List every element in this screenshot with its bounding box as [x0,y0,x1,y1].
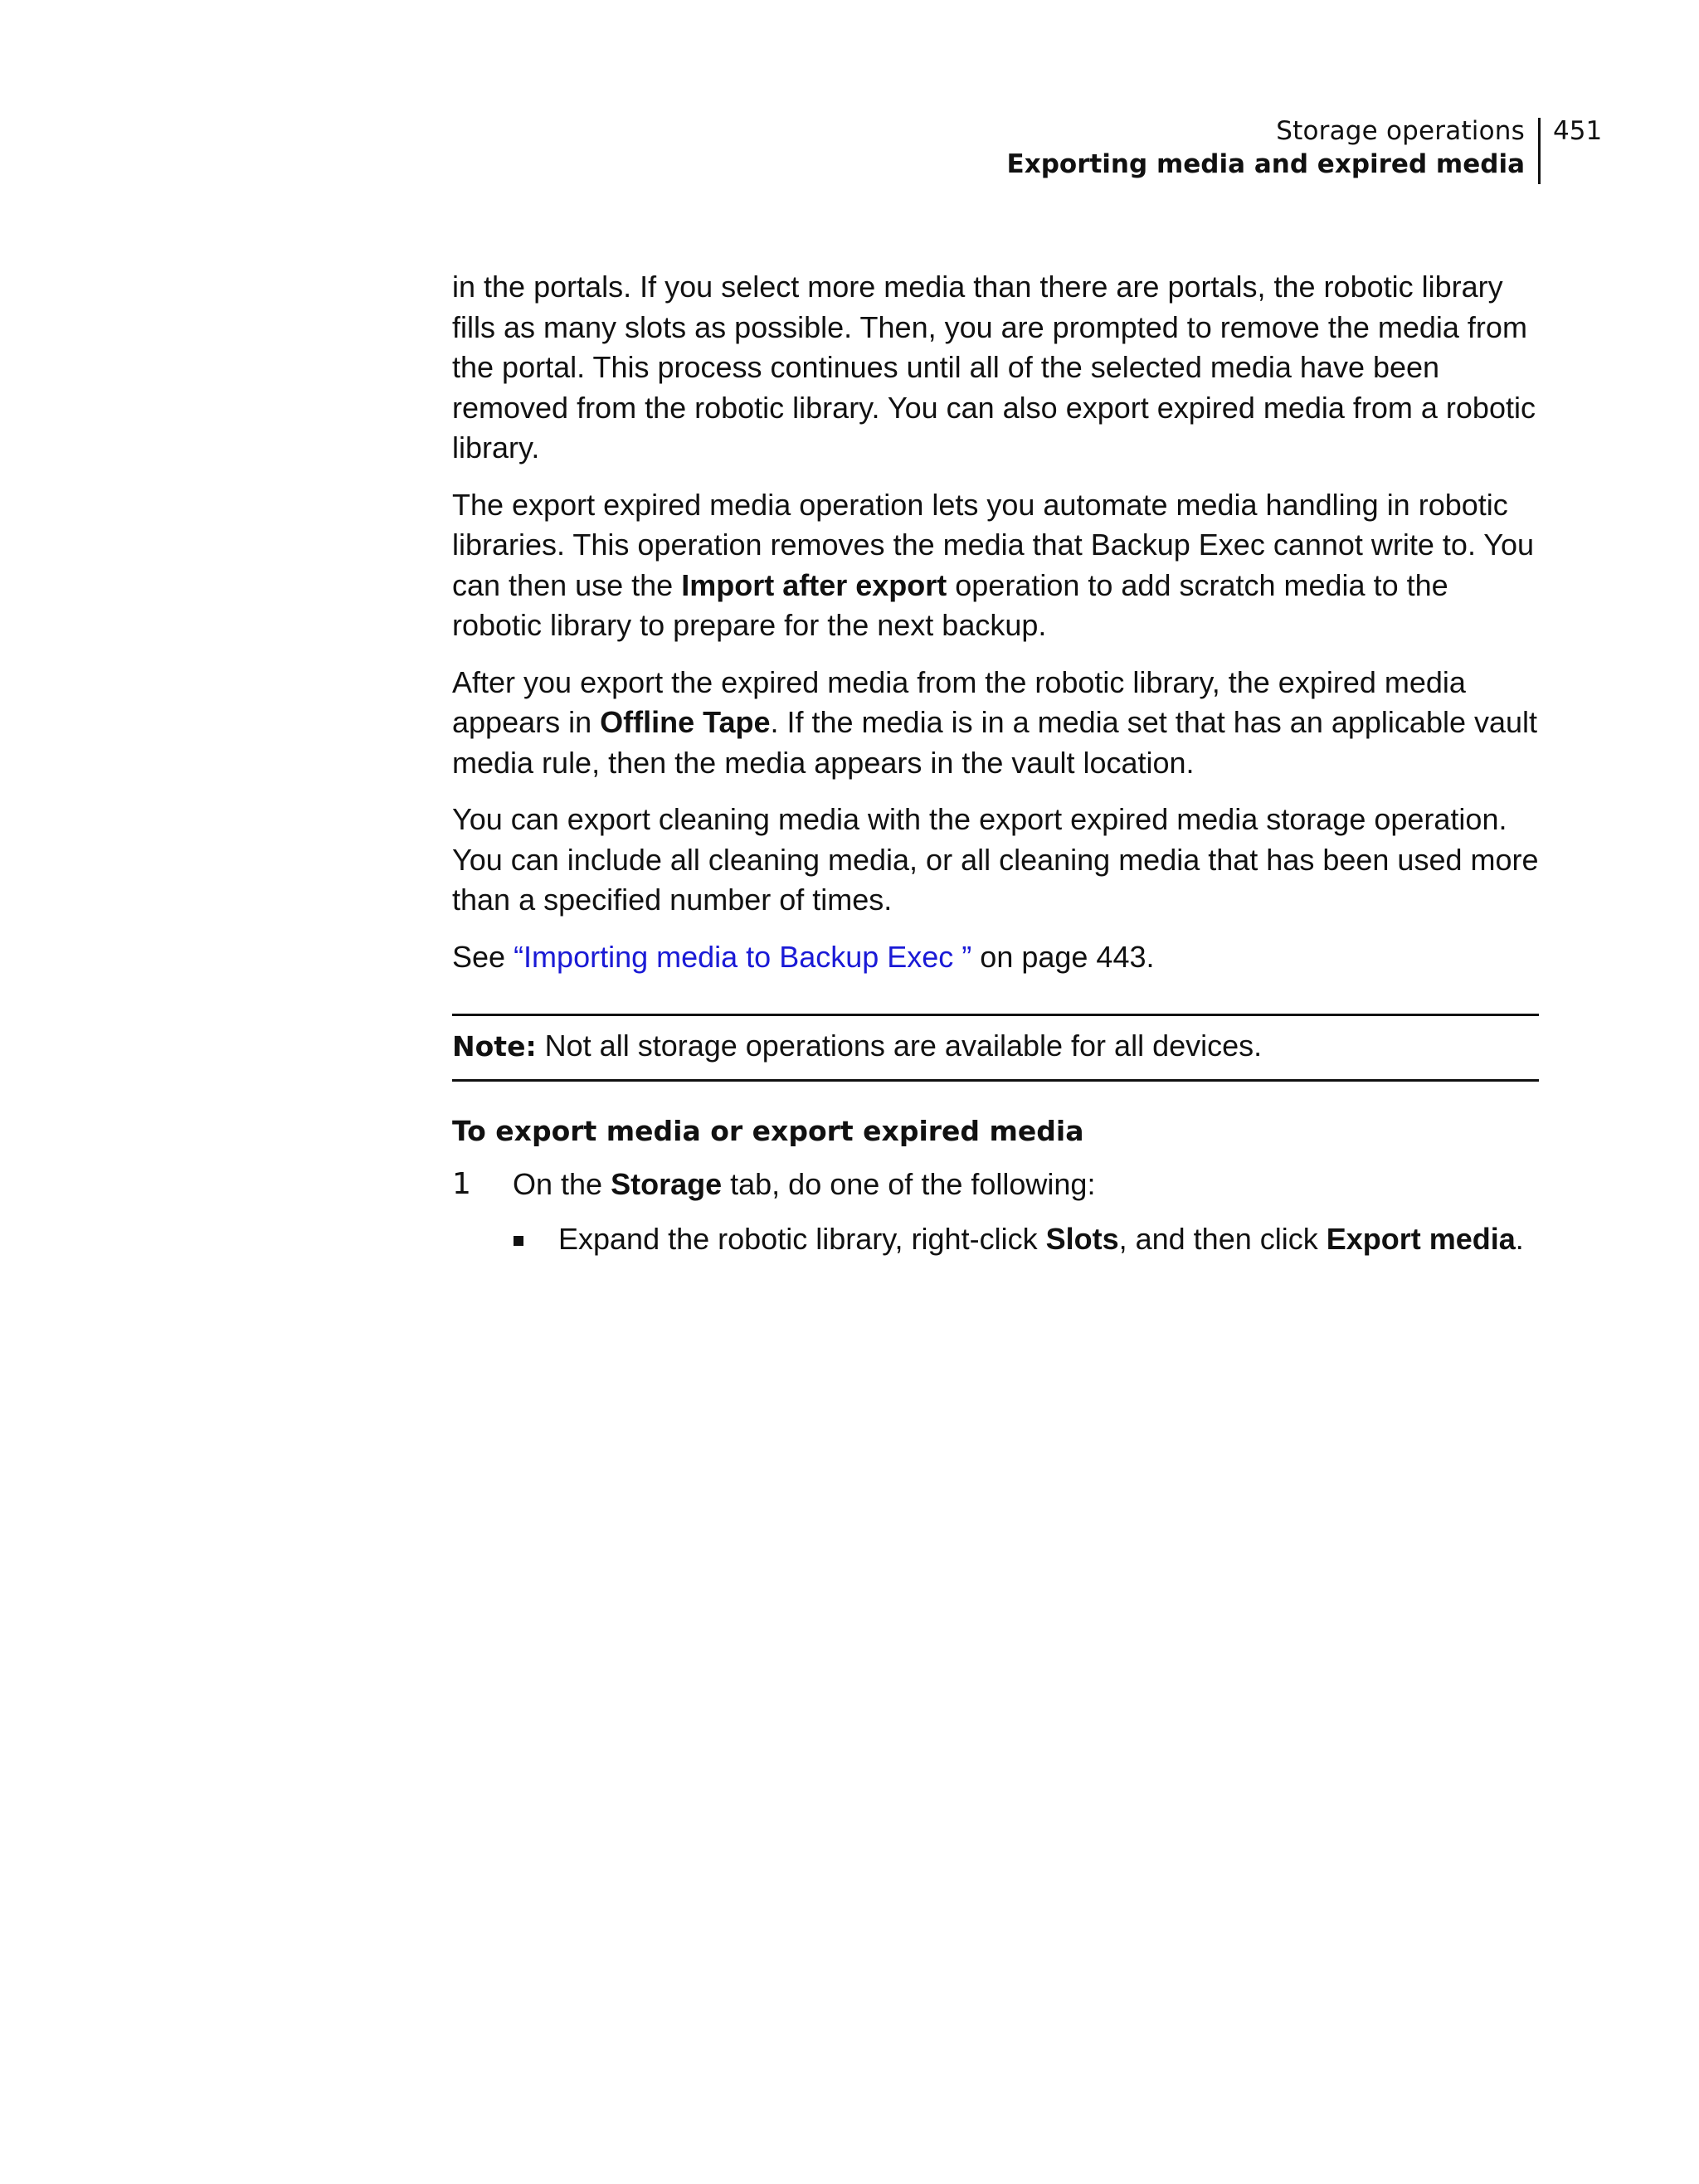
term-slots: Slots [1045,1222,1119,1256]
term-storage: Storage [611,1166,723,1201]
term-offline-tape: Offline Tape [600,705,771,739]
procedure-bullet-1 [452,1219,1539,1260]
paragraph-cleaning-media-text: You can export cleaning media with the export expired media storage operation. You can include all cleaning media, or all cleaning media that has been used more than a specified number of times. [452,802,1539,917]
header-section-title: Storage operations [1276,116,1525,146]
paragraph-export-expired [452,485,1539,646]
page-number: 451 [1553,116,1603,146]
note-text: Not all storage operations are available for all devices. [536,1029,1263,1063]
step-text-a: On the [513,1166,611,1201]
bullet-text-b: , and then click [1118,1222,1327,1256]
procedure-heading: To export media or export expired media [452,1114,1084,1147]
header-page-title: Exporting media and expired media [1006,149,1525,179]
paragraph-portals-text: in the portals. If you select more media than there are portals, the robotic library fills as many slots as possible. Then, you are prompted to remove the media from the portal. This process continues until all of the selected media have been removed from the robotic library. You can also export expired media from a robotic library. [452,270,1536,465]
paragraph-offline-tape [452,663,1539,784]
paragraph-export-expired-text-a: The export expired media operation lets you automate media handling in robotic libraries. This operation removes the media that Backup Exec cannot write to. You can then use the [452,487,1535,602]
note-label: Note: [452,1030,537,1063]
step-number: 1 [452,1166,471,1201]
paragraph-export-expired-text-b: operation to add scratch media to the robotic library to prepare for the next backup. [452,567,1448,642]
paragraph-offline-tape-text-b: . If the media is in a media set that has an applicable vault media rule, then the media appears in the vault location. [452,705,1538,780]
note-box [452,1014,1539,1082]
paragraph-portals [452,267,1539,469]
paragraph-offline-tape-text-a: After you export the expired media from the robotic library, the expired media appears in [452,664,1466,739]
bullet-text-a: Expand the robotic library, right-click [558,1222,1046,1256]
running-header [913,114,1525,181]
cross-reference-link[interactable]: “Importing media to Backup Exec ” [514,939,972,974]
term-import-after-export: Import after export [681,567,947,602]
see-also-prefix: See [452,939,514,974]
procedure-step-1 [452,1165,1539,1205]
paragraph-cleaning-media [452,800,1539,921]
page-body [452,267,1539,1260]
term-export-media: Export media [1326,1222,1516,1256]
bullet-text-c: . [1515,1222,1524,1256]
square-bullet-icon [514,1236,523,1246]
paragraph-see-also [452,937,1539,978]
step-text-b: tab, do one of the following: [722,1166,1096,1201]
see-also-suffix: on page 443. [971,939,1155,974]
header-divider [1538,118,1541,184]
